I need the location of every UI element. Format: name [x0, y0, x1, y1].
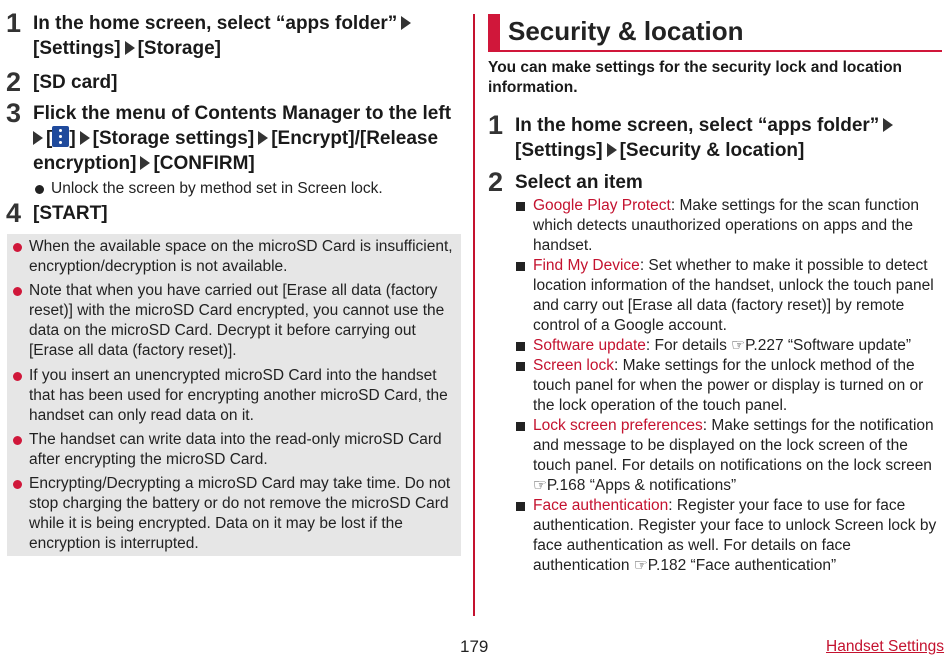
bullet-icon [13, 436, 22, 445]
step-3-text-b: [ [46, 128, 53, 149]
bullet-icon [35, 185, 44, 194]
item-desc: : Make settings for the unlock method of the touch panel for when the power or display is turned on or the lock operation of the touch panel. [533, 357, 924, 414]
section-title: Security & location [508, 16, 744, 46]
bullet-icon [516, 262, 525, 271]
arrow-icon [33, 131, 43, 145]
list-item [515, 356, 945, 416]
item-desc: : Set whether to make it possible to detect location information of the handset, unlock the touch panel and carry out [Erase all data (factory reset)] by remote control of a Google account. [533, 257, 934, 334]
step-1-text-c: [Security & location] [619, 140, 805, 161]
item-text [533, 356, 945, 416]
arrow-icon [125, 41, 135, 55]
step-2 [6, 67, 462, 97]
note-item [13, 281, 453, 361]
step-number: 2 [6, 67, 22, 97]
note-item [13, 430, 453, 470]
step-3 [6, 98, 462, 199]
bullet-icon [516, 202, 525, 211]
bullet-icon [13, 480, 22, 489]
step-text [33, 8, 414, 61]
step-text [515, 110, 896, 163]
arrow-icon [883, 118, 893, 132]
item-name[interactable]: Software update [533, 337, 646, 354]
section-title-bar [488, 14, 942, 52]
item-list [515, 196, 945, 576]
list-item [515, 196, 945, 256]
step-3-text-e: [Encrypt]/[Release encryption] [33, 128, 439, 174]
step-number: 1 [488, 110, 504, 140]
bullet-icon [516, 502, 525, 511]
bullet-icon [516, 342, 525, 351]
step-number: 1 [6, 8, 22, 38]
step-3-bullet [33, 179, 462, 199]
step-2 [488, 167, 944, 576]
item-desc: : For details ☞P.227 “Software update” [645, 337, 912, 354]
note-text: When the available space on the microSD Card is insufficient, encryption/decryption is not available. [29, 238, 453, 275]
step-number: 3 [6, 98, 22, 128]
note-item [13, 474, 453, 554]
item-name[interactable]: Screen lock [533, 357, 614, 374]
arrow-icon [80, 131, 90, 145]
right-column [488, 14, 944, 576]
bullet-icon [516, 422, 525, 431]
item-desc: : Register your face to use for face authentication. Register your face to unlock Screen lock by face authentication as well. For details on face authentication ☞P.182 “Face authentication” [533, 497, 937, 574]
step-1-text-c: [Storage] [137, 38, 222, 59]
list-item [515, 256, 945, 336]
list-item [515, 336, 945, 356]
item-text [533, 496, 945, 576]
item-desc: : Make settings for the scan function which detects unauthorized operations on apps and the handset. [533, 197, 919, 254]
item-name[interactable]: Face authentication [533, 497, 669, 514]
step-text [33, 98, 462, 199]
step-2-body [515, 167, 945, 576]
step-number: 2 [488, 167, 504, 197]
arrow-icon [258, 131, 268, 145]
bullet-icon [13, 372, 22, 381]
step-1 [6, 8, 462, 61]
note-text: The handset can write data into the read-only microSD Card after encrypting the microSD Card. [29, 431, 442, 468]
arrow-icon [607, 143, 617, 157]
list-item [515, 496, 945, 576]
item-text [533, 336, 911, 356]
item-desc: : Make settings for the notification and message to be displayed on the lock screen of the touch panel. For details on notifications on the lock screen ☞P.168 “Apps & notifications” [533, 417, 934, 494]
step-4 [6, 198, 462, 228]
note-text: If you insert an unencrypted microSD Card into the handset that has been used for encrypting another microSD Card, the handset can only read data on it. [29, 367, 448, 424]
step-3-text-f: [CONFIRM] [153, 153, 255, 174]
note-item [13, 366, 453, 426]
note-text: Encrypting/Decrypting a microSD Card may take time. Do not stop charging the battery or do not remove the microSD Card while it is being encrypted. Data on it may be lost if the encryption is interrupted. [29, 475, 451, 552]
step-text: Select an item [515, 172, 643, 193]
step-text: [SD card] [33, 72, 118, 93]
step-1-text-b: [Settings] [33, 38, 121, 59]
bullet-icon [516, 362, 525, 371]
item-text [533, 416, 945, 496]
item-name[interactable]: Lock screen preferences [533, 417, 703, 434]
step-1-text-a: In the home screen, select “apps folder” [515, 115, 880, 136]
arrow-icon [401, 16, 411, 30]
step-1-text-a: In the home screen, select “apps folder” [33, 13, 398, 34]
step-1-text-b: [Settings] [515, 140, 603, 161]
list-item [515, 416, 945, 496]
bullet-icon [13, 287, 22, 296]
page-number: 179 [460, 637, 489, 656]
section-link[interactable]: Handset Settings [826, 638, 945, 655]
step-number: 4 [6, 198, 22, 228]
step-3-text-a: Flick the menu of Contents Manager to the left [33, 103, 452, 124]
step-1 [488, 110, 944, 163]
section-intro: You can make settings for the security lock and location information. [488, 59, 903, 96]
item-name[interactable]: Find My Device [533, 257, 640, 274]
menu-icon [52, 126, 69, 147]
step-3-text-d: [Storage settings] [92, 128, 255, 149]
item-text [533, 256, 945, 336]
bullet-text: Unlock the screen by method set in Screen lock. [51, 180, 383, 197]
step-text: [START] [33, 203, 108, 224]
item-text [533, 196, 945, 256]
column-divider [473, 14, 475, 616]
arrow-icon [140, 156, 150, 170]
item-name[interactable]: Google Play Protect [533, 197, 671, 214]
bullet-icon [13, 243, 22, 252]
note-item [13, 237, 453, 277]
step-3-text-c: ] [69, 128, 76, 149]
note-text: Note that when you have carried out [Erase all data (factory reset)] with the microSD Card encrypted, you cannot use the data on the microSD Card. Decrypt it before carrying out [Erase all data (factory reset)]. [29, 282, 445, 359]
notes-box [7, 234, 461, 556]
